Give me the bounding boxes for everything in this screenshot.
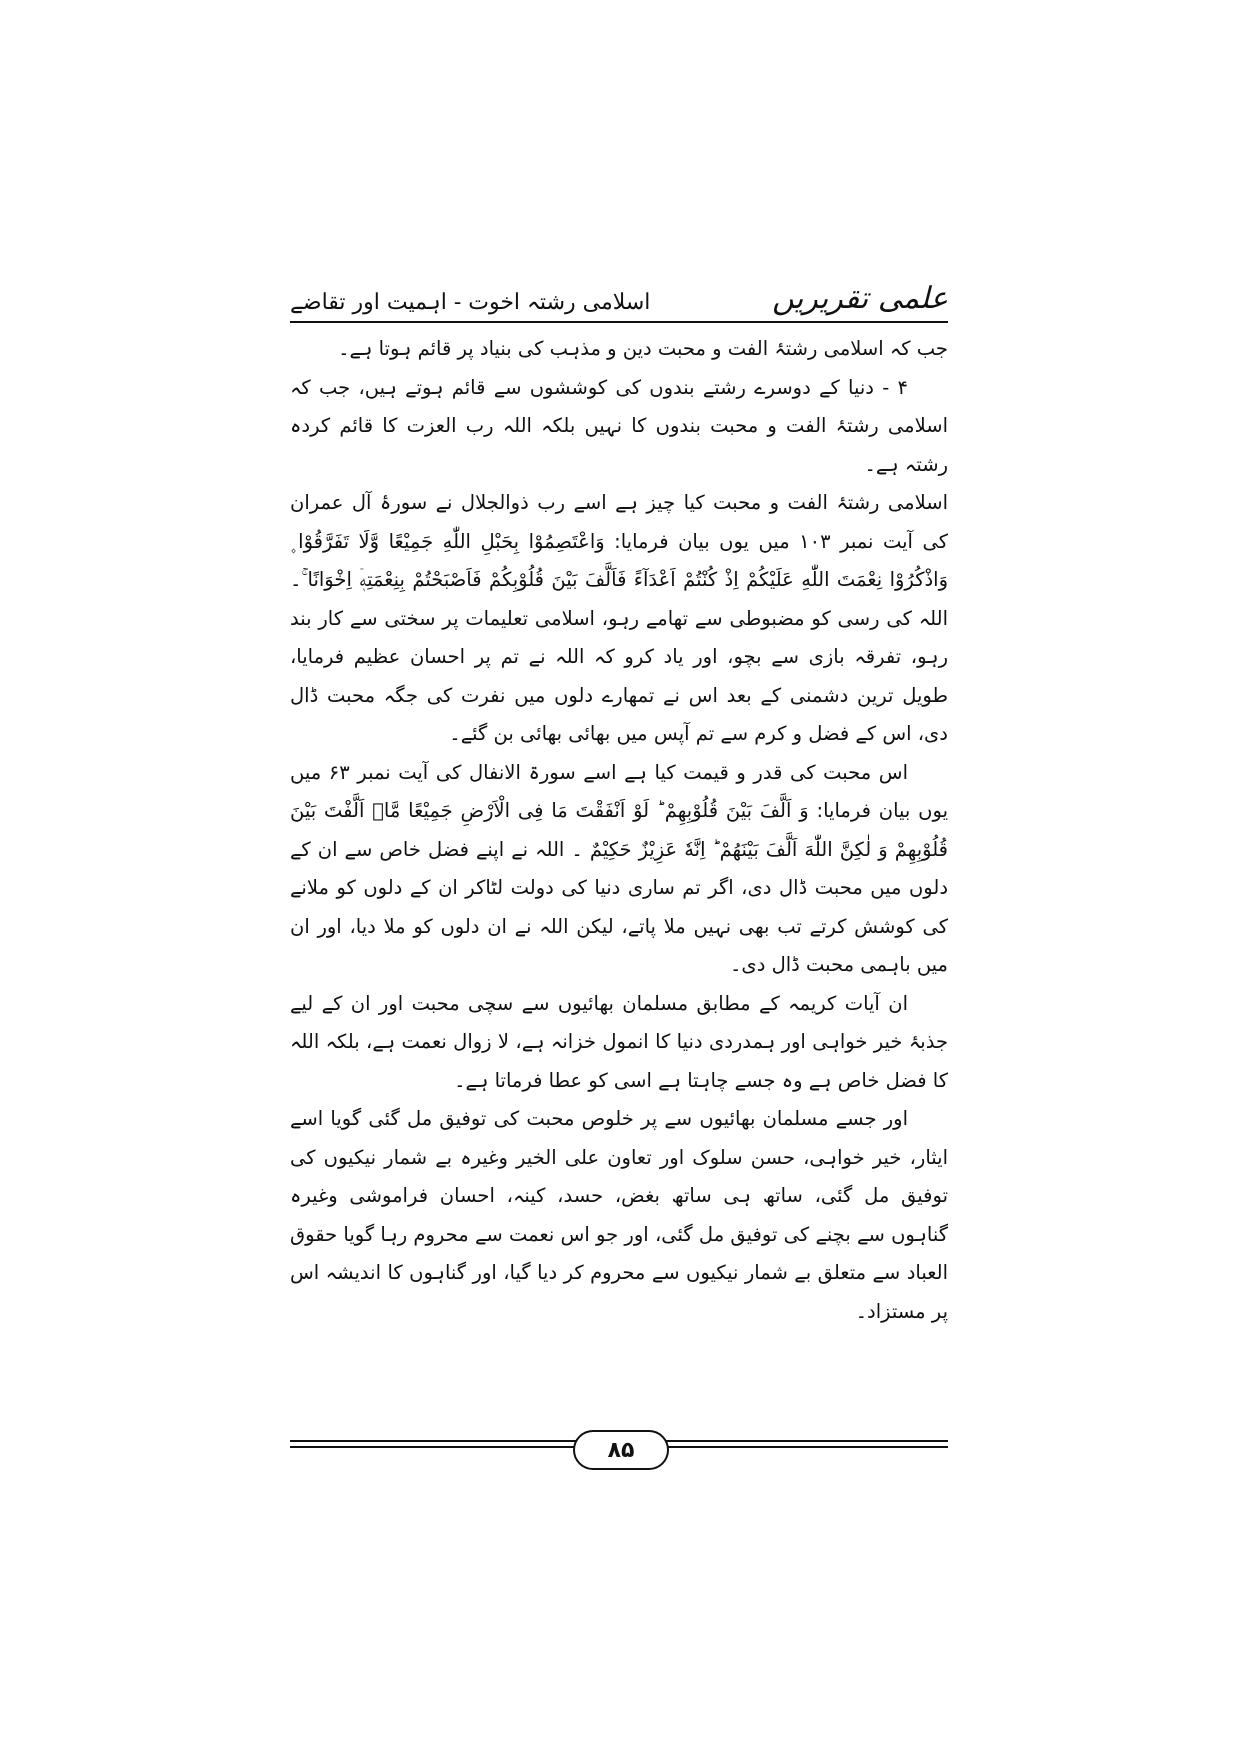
paragraph-4: اس محبت کی قدر و قیمت کیا ہے اسے سورۃ الانفال کی آیت نمبر ۶۳ میں یوں بیان فرمایا: وَ اَلَّفَ بَیْنَ قُلُوْبِهِمْ ؕ لَوْ اَنْفَقْتَ مَا فِی الْاَرْضِ جَمِیْعًا مَّاۤ اَلَّفْتَ بَیْنَ قُلُوْبِهِمْ وَ لٰكِنَّ اللّٰهَ اَلَّفَ بَیْنَهُمْ ؕ اِنَّهٗ عَزِیْزٌ حَكِیْمٌ ۔ اللہ نے اپنے فضل خاص سے ان کے دلوں میں محبت ڈال دی، اگر تم ساری دنیا کی دولت لٹاکر ان کے دلوں کو ملانے کی کوشش کرتے تب بھی نہیں ملا پاتے، لیکن اللہ نے ان دلوں کو ملا دیا، اور ان میں باہمی محبت ڈال دی۔ xyxy=(290,760,948,976)
header-rule xyxy=(290,321,948,323)
page-body xyxy=(290,330,948,1430)
paragraph-6: اور جسے مسلمان بھائیوں سے پر خلوص محبت کی توفیق مل گئی گویا اسے ایثار، خیر خواہی، حسن سلوک اور تعاون علی الخیر وغیرہ بے شمار نیکیوں کی توفیق مل گئی، ساتھ ہی ساتھ بغض، حسد، کینہ، احسان فراموشی وغیرہ گناہوں سے بچنے کی توفیق مل گئی، اور جو اس نعمت سے محروم رہا گویا حقوق العباد سے متعلق بے شمار نیکیوں سے محروم کر دیا گیا، اور گناہوں کا اندیشہ اس پر مستزاد۔ xyxy=(290,1107,948,1323)
chapter-title: اسلامی رشتہ اخوت - اہمیت اور تقاضے xyxy=(290,290,651,315)
page-number: ۸۵ xyxy=(573,1430,669,1470)
paragraph-5: ان آیات کریمہ کے مطابق مسلمان بھائیوں سے سچی محبت اور ان کے لیے جذبۂ خیر خواہی اور ہمدردی دنیا کا انمول خزانہ ہے، لا زوال نعمت ہے، بلکہ اللہ کا فضل خاص ہے وہ جسے چاہتا ہے اسی کو عطا فرماتا ہے۔ xyxy=(290,991,948,1092)
paragraph-1: جب کہ اسلامی رشتۂ الفت و محبت دین و مذہب کی بنیاد پر قائم ہوتا ہے۔ xyxy=(338,337,948,360)
paragraph-3: اسلامی رشتۂ الفت و محبت کیا چیز ہے اسے رب ذوالجلال نے سورۂ آل عمران کی آیت نمبر ۱۰۳ میں یوں بیان فرمایا: وَاعْتَصِمُوْا بِحَبْلِ اللّٰهِ جَمِیْعًا وَّلَا تَفَرَّقُوْا ۪ وَاذْكُرُوْا نِعْمَتَ اللّٰهِ عَلَیْكُمْ اِذْ كُنْتُمْ اَعْدَآءً فَاَلَّفَ بَیْنَ قُلُوْبِكُمْ فَاَصْبَحْتُمْ بِنِعْمَتِهٖۤ اِخْوَانًا ۚ۔ اللہ کی رسی کو مضبوطی سے تھامے رہو، اسلامی تعلیمات پر سختی سے کار بند رہو، تفرقہ بازی سے بچو، اور یاد کرو کہ اللہ نے تم پر احسان عظیم فرمایا، طویل ترین دشمنی کے بعد اس نے تمھارے دلوں میں نفرت کی جگہ محبت ڈال دی، اس کے فضل و کرم سے تم آپس میں بھائی بھائی بن گئے۔ xyxy=(290,491,948,745)
book-title: علمی تقریریں xyxy=(772,281,948,316)
running-header xyxy=(290,278,948,318)
paragraph-2: ۴ - دنیا کے دوسرے رشتے بندوں کی کوششوں سے قائم ہوتے ہیں، جب کہ اسلامی رشتۂ الفت و محبت بندوں کا نہیں بلکہ اللہ رب العزت کا قائم کردہ رشتہ ہے۔ xyxy=(290,375,948,476)
